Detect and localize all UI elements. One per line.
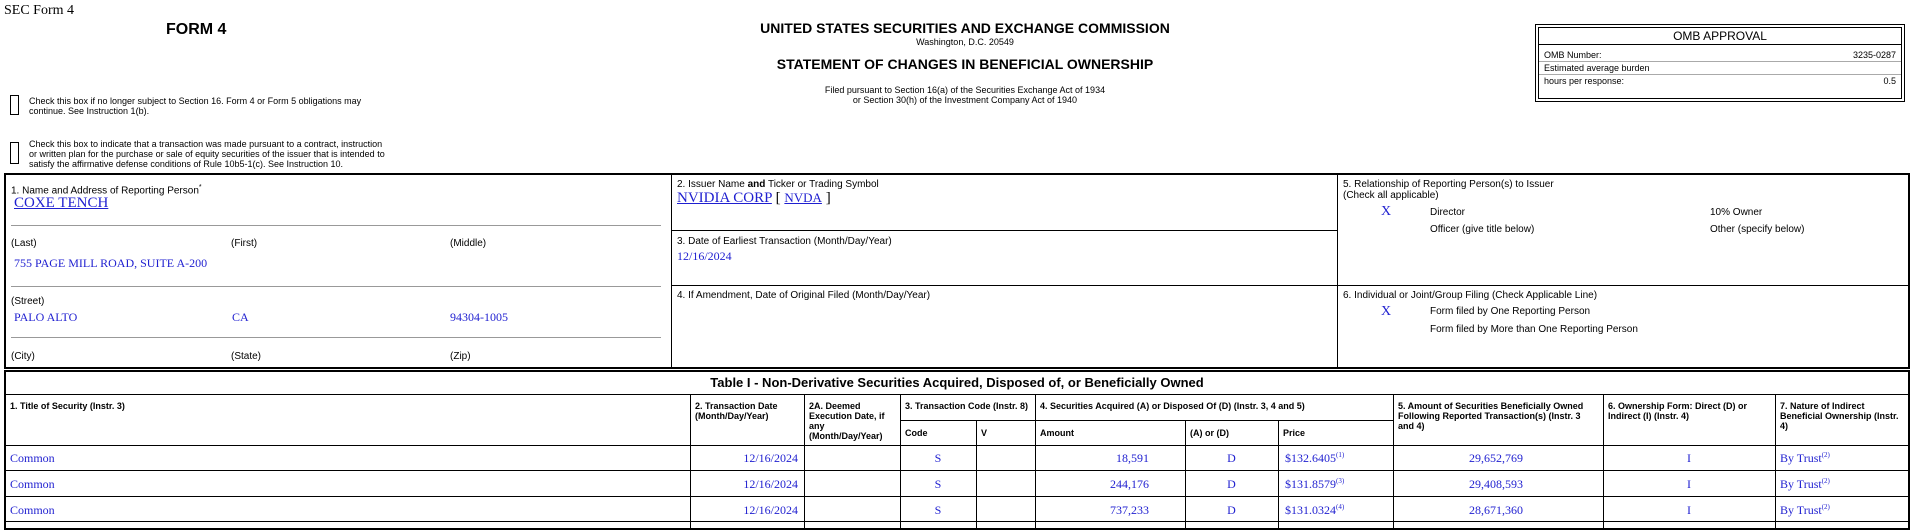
statement-title: STATEMENT OF CHANGES IN BENEFICIAL OWNERSHIP — [776, 56, 1154, 72]
omb-approval-box — [1535, 24, 1905, 102]
earliest-txn-date: 12/16/2024 — [677, 249, 732, 263]
col-code-sub: Code — [905, 428, 928, 438]
reporting-person-name-link[interactable]: COXE TENCH — [14, 195, 109, 211]
col-ad-sub: (A) or (D) — [1190, 428, 1229, 438]
row1-price — [1285, 451, 1344, 466]
agency-header — [620, 20, 1310, 105]
reporting-info-box — [4, 173, 1910, 369]
col-securities-header: 4. Securities Acquired (A) or Disposed Of (D) (Instr. 3, 4 and 5) — [1040, 401, 1305, 411]
col-date-header: 2. Transaction Date (Month/Day/Year) — [695, 401, 778, 421]
city-label: (City) — [11, 351, 35, 362]
state-label: (State) — [231, 351, 262, 362]
row1-nature-value: By Trust — [1780, 451, 1822, 465]
row3-nature — [1780, 503, 1830, 518]
ticker-link[interactable]: NVDA — [784, 190, 822, 205]
relationship-label — [1343, 179, 1554, 201]
issuer-label — [677, 179, 879, 190]
ticker-open-bracket: [ — [775, 190, 781, 206]
omb-burden-label-2: hours per response: — [1544, 76, 1625, 86]
col-form-header: 6. Ownership Form: Direct (D) or Indirect (I) (Instr. 4) — [1608, 401, 1748, 421]
issuer-label-and: and — [747, 179, 766, 190]
omb-burden-value: 0.5 — [1883, 76, 1896, 86]
row2-code: S — [934, 477, 942, 491]
row3-owned: 28,671,360 — [1469, 503, 1523, 517]
zip-label: (Zip) — [450, 351, 471, 362]
row3-price-footnote: (4) — [1336, 503, 1345, 511]
row2-price-footnote: (3) — [1336, 477, 1345, 485]
middle-label: (Middle) — [450, 238, 487, 249]
amendment-label: 4. If Amendment, Date of Original Filed (Month/Day/Year) — [677, 290, 931, 301]
row3-code: S — [934, 503, 942, 517]
row1-amount: 18,591 — [1116, 451, 1149, 465]
row3-nature-footnote: (2) — [1821, 503, 1830, 511]
one-person-label: Form filed by One Reporting Person — [1430, 306, 1591, 317]
section16-text-line1: Check this box if no longer subject to Section 16. Form 4 or Form 5 obligations may — [29, 96, 362, 106]
relationship-label-2: (Check all applicable) — [1343, 190, 1439, 201]
row1-nature-footnote: (2) — [1821, 451, 1830, 459]
officer-label: Officer (give title below) — [1430, 224, 1535, 235]
director-mark: X — [1381, 204, 1392, 219]
filed-pursuant-1: Filed pursuant to Section 16(a) of the Securities Exchange Act of 1934 — [824, 85, 1106, 95]
issuer-name-row — [677, 190, 831, 207]
row2-nature-footnote: (2) — [1821, 477, 1830, 485]
col-owned-header: 5. Amount of Securities Beneficially Owned Following Reported Transaction(s) (Instr. 3 and 4) — [1398, 401, 1584, 431]
row2-amount: 244,176 — [1110, 477, 1149, 491]
last-label: (Last) — [11, 238, 37, 249]
omb-title: OMB APPROVAL — [1539, 28, 1901, 45]
row2-nature-value: By Trust — [1780, 477, 1822, 491]
row2-price — [1285, 477, 1344, 492]
row3-date: 12/16/2024 — [743, 503, 798, 517]
row2-owned: 29,408,593 — [1469, 477, 1523, 491]
row2-title: Common — [10, 477, 55, 491]
section16-checkbox[interactable] — [10, 95, 19, 115]
form-title: FORM 4 — [166, 21, 227, 38]
row1-nature — [1780, 451, 1830, 466]
row2-ad: D — [1227, 477, 1236, 491]
row1-price-footnote: (1) — [1336, 451, 1345, 459]
relationship-label-1: 5. Relationship of Reporting Person(s) to Issuer — [1343, 179, 1554, 190]
reporting-person-label-text: 1. Name and Address of Reporting Person — [11, 185, 199, 197]
col-price-sub: Price — [1283, 428, 1306, 438]
omb-number: 3235-0287 — [1852, 50, 1896, 60]
omb-number-label: OMB Number: — [1544, 50, 1602, 60]
agency-name: UNITED STATES SECURITIES AND EXCHANGE COMMISSION — [760, 20, 1170, 36]
street-address: 755 PAGE MILL ROAD, SUITE A-200 — [14, 256, 208, 270]
row1-code: S — [934, 451, 942, 465]
row1-date: 12/16/2024 — [743, 451, 798, 465]
row3-ad: D — [1227, 503, 1236, 517]
reporting-person-asterisk: * — [198, 184, 202, 191]
first-label: (First) — [231, 238, 258, 249]
row2-nature — [1780, 477, 1830, 492]
agency-location: Washington, D.C. 20549 — [916, 37, 1014, 47]
rule10b5-text-line2: or written plan for the purchase or sale of equity securities of the issuer that is intended to — [29, 149, 385, 159]
row3-title: Common — [10, 503, 55, 517]
earliest-txn-label: 3. Date of Earliest Transaction (Month/Day/Year) — [677, 236, 892, 247]
col-title-header: 1. Title of Security (Instr. 3) — [10, 401, 125, 411]
state-value: CA — [232, 310, 249, 324]
row1-owned: 29,652,769 — [1469, 451, 1523, 465]
col-v-sub: V — [981, 428, 988, 438]
omb-burden-label-1: Estimated average burden — [1544, 63, 1650, 73]
section16-text — [29, 96, 361, 116]
rule10b5-text-line1: Check this box to indicate that a transaction was made pursuant to a contract, instruction — [29, 139, 383, 149]
section16-text-line2: continue. See Instruction 1(b). — [29, 106, 150, 116]
rule10b5-text-line3: satisfy the affirmative defense conditions of Rule 10b5-1(c). See Instruction 10. — [29, 159, 344, 169]
issuer-label-pre: 2. Issuer Name — [677, 179, 748, 190]
city-value: PALO ALTO — [14, 310, 78, 324]
row2-date: 12/16/2024 — [743, 477, 798, 491]
row2-price-value: $131.8579 — [1285, 477, 1336, 491]
zip-value: 94304-1005 — [450, 310, 508, 324]
row3-price — [1285, 503, 1344, 518]
row2-form: I — [1687, 477, 1691, 491]
issuer-label-post: Ticker or Trading Symbol — [765, 179, 879, 190]
table-1-title: Table I - Non-Derivative Securities Acquired, Disposed of, or Beneficially Owned — [710, 375, 1204, 390]
filing-label: 6. Individual or Joint/Group Filing (Check Applicable Line) — [1343, 290, 1598, 301]
col-nature-header: 7. Nature of Indirect Beneficial Ownership (Instr. 4) — [1780, 401, 1899, 431]
issuer-name-link[interactable]: NVIDIA CORP — [677, 190, 772, 206]
row3-amount: 737,233 — [1110, 503, 1149, 517]
director-label: Director — [1430, 207, 1466, 218]
row3-nature-value: By Trust — [1780, 503, 1822, 517]
row3-form: I — [1687, 503, 1691, 517]
rule10b5-text — [29, 139, 385, 169]
other-label: Other (specify below) — [1710, 224, 1805, 235]
ten-pct-owner-label: 10% Owner — [1710, 207, 1763, 218]
street-label: (Street) — [11, 296, 45, 307]
col-code-header: 3. Transaction Code (Instr. 8) — [905, 401, 1029, 411]
rule10b5-checkbox[interactable] — [10, 142, 19, 164]
one-person-mark: X — [1381, 304, 1392, 319]
col-deemed-header: 2A. Deemed Execution Date, if any (Month/Day/Year) — [809, 401, 885, 441]
row1-title: Common — [10, 451, 55, 465]
ticker-close-bracket: ] — [825, 190, 831, 206]
col-amount-sub: Amount — [1040, 428, 1074, 438]
more-person-label: Form filed by More than One Reporting Person — [1430, 324, 1638, 335]
row1-form: I — [1687, 451, 1691, 465]
row1-ad: D — [1227, 451, 1236, 465]
row3-price-value: $131.0324 — [1285, 503, 1336, 517]
filed-pursuant-2: or Section 30(h) of the Investment Company Act of 1940 — [852, 95, 1078, 105]
row1-price-value: $132.6405 — [1285, 451, 1336, 465]
form-label: SEC Form 4 — [4, 3, 75, 18]
